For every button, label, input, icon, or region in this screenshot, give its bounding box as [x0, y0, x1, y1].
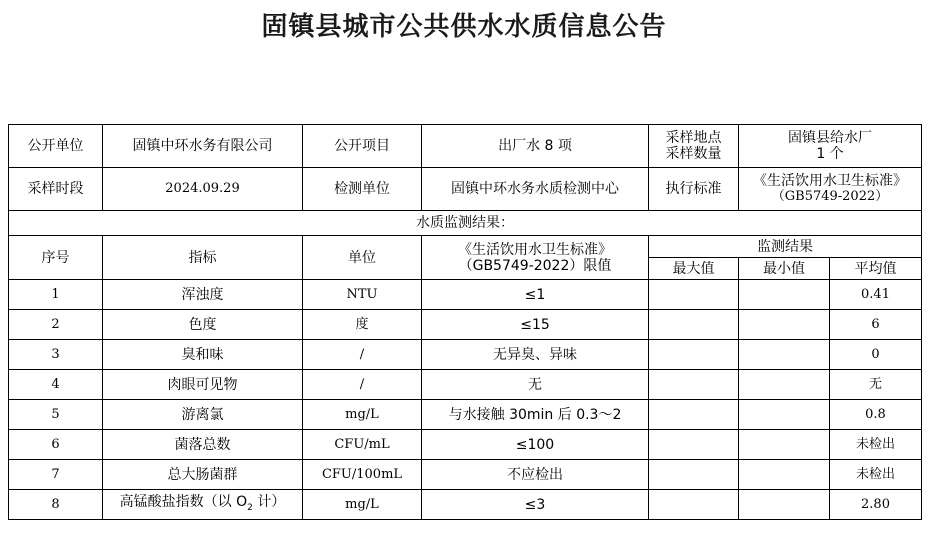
cell-seq: 3	[9, 340, 103, 370]
cell-avg: 0.41	[830, 280, 922, 310]
cell-min	[739, 460, 830, 490]
cell-limit: 无异臭、异味	[422, 340, 649, 370]
header-monitor: 监测结果	[649, 236, 922, 258]
table-row	[9, 340, 922, 370]
standard-label: 执行标准	[649, 168, 739, 211]
cell-min	[739, 430, 830, 460]
page-title: 固镇县城市公共供水水质信息公告	[261, 12, 667, 42]
header-limit	[422, 236, 649, 280]
info-row-2	[9, 168, 922, 211]
cell-max	[649, 280, 739, 310]
cell-limit: 不应检出	[422, 460, 649, 490]
table-row	[9, 460, 922, 490]
standard-value-line2: （GB5749-2022）	[771, 189, 889, 204]
cell-min	[739, 310, 830, 340]
cell-limit: ≤1	[422, 280, 649, 310]
test-unit-value: 固镇中环水务水质检测中心	[422, 168, 649, 211]
cell-max	[649, 370, 739, 400]
cell-unit: NTU	[303, 280, 422, 310]
data-rows	[9, 280, 922, 520]
cell-seq: 5	[9, 400, 103, 430]
cell-max	[649, 400, 739, 430]
cell-limit: ≤15	[422, 310, 649, 340]
cell-avg: 未检出	[830, 430, 922, 460]
sample-time-label: 采样时段	[9, 168, 103, 211]
cell-limit: ≤100	[422, 430, 649, 460]
pub-item-label: 公开项目	[303, 125, 422, 168]
cell-avg: 0.8	[830, 400, 922, 430]
cell-avg: 未检出	[830, 460, 922, 490]
results-title: 水质监测结果：	[9, 211, 922, 236]
cell-indicator: 总大肠菌群	[103, 460, 303, 490]
table-row	[9, 400, 922, 430]
cell-indicator: 臭和味	[103, 340, 303, 370]
water-quality-table	[8, 124, 922, 520]
cell-indicator: 游离氯	[103, 400, 303, 430]
header-indicator: 指标	[103, 236, 303, 280]
cell-min	[739, 370, 830, 400]
cell-max	[649, 340, 739, 370]
cell-unit: CFU/100mL	[303, 460, 422, 490]
header-max: 最大值	[649, 258, 739, 280]
table-row	[9, 490, 922, 520]
cell-min	[739, 490, 830, 520]
cell-avg: 6	[830, 310, 922, 340]
cell-unit: /	[303, 370, 422, 400]
cell-avg: 0	[830, 340, 922, 370]
header-min: 最小值	[739, 258, 830, 280]
info-row-1	[9, 125, 922, 168]
sample-place-count-value	[739, 125, 922, 168]
cell-seq: 2	[9, 310, 103, 340]
cell-unit: /	[303, 340, 422, 370]
header-row-1	[9, 236, 922, 258]
cell-min	[739, 280, 830, 310]
sample-place-value: 固镇县给水厂	[788, 130, 872, 146]
cell-seq: 1	[9, 280, 103, 310]
cell-limit: ≤3	[422, 490, 649, 520]
cell-seq: 8	[9, 490, 103, 520]
test-unit-label: 检测单位	[303, 168, 422, 211]
cell-indicator: 肉眼可见物	[103, 370, 303, 400]
header-unit: 单位	[303, 236, 422, 280]
cell-limit: 无	[422, 370, 649, 400]
header-limit-line2: （GB5749-2022）限值	[458, 257, 612, 274]
table-row	[9, 370, 922, 400]
sample-count-label: 采样数量	[665, 146, 722, 162]
sample-place-count-label	[649, 125, 739, 168]
header-seq: 序号	[9, 236, 103, 280]
table-row	[9, 280, 922, 310]
cell-seq: 6	[9, 430, 103, 460]
cell-limit: 与水接触 30min 后 0.3～2	[422, 400, 649, 430]
cell-max	[649, 430, 739, 460]
cell-unit: mg/L	[303, 400, 422, 430]
sample-place-label: 采样地点	[665, 130, 722, 146]
standard-value-line1: 《生活饮用水卫生标准》	[753, 173, 907, 189]
cell-min	[739, 400, 830, 430]
sample-count-value: 1 个	[816, 146, 844, 162]
cell-max	[649, 490, 739, 520]
indicator-tail: 计）	[252, 493, 286, 510]
table-row	[9, 430, 922, 460]
cell-max	[649, 310, 739, 340]
cell-indicator: 浑浊度	[103, 280, 303, 310]
pub-unit-label: 公开单位	[9, 125, 103, 168]
cell-seq: 7	[9, 460, 103, 490]
pub-unit-value: 固镇中环水务有限公司	[103, 125, 303, 168]
header-limit-line1: 《生活饮用水卫生标准》	[458, 241, 612, 258]
indicator-subscript: 2	[247, 502, 253, 513]
sample-time-value: 2024.09.29	[103, 168, 303, 211]
standard-value	[739, 168, 922, 211]
results-title-row	[9, 211, 922, 236]
cell-unit: 度	[303, 310, 422, 340]
cell-indicator: 菌落总数	[103, 430, 303, 460]
header-avg: 平均值	[830, 258, 922, 280]
cell-indicator	[103, 490, 303, 520]
cell-max	[649, 460, 739, 490]
cell-avg: 2.80	[830, 490, 922, 520]
cell-avg: 无	[830, 370, 922, 400]
cell-unit: mg/L	[303, 490, 422, 520]
pub-item-value: 出厂水 8 项	[422, 125, 649, 168]
cell-indicator: 色度	[103, 310, 303, 340]
cell-seq: 4	[9, 370, 103, 400]
table-row	[9, 310, 922, 340]
cell-min	[739, 340, 830, 370]
indicator-text: 高锰酸盐指数（以 O	[119, 493, 248, 510]
cell-unit: CFU/mL	[303, 430, 422, 460]
